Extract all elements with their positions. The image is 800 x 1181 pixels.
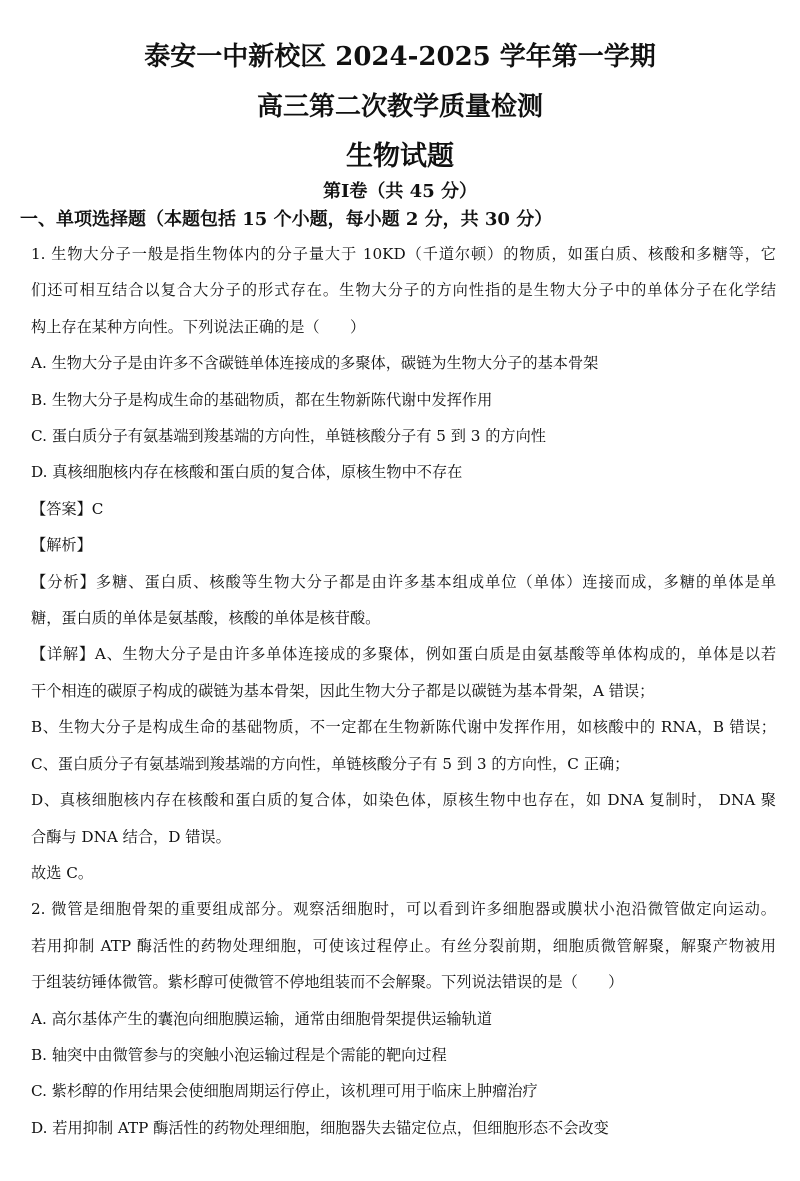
q1-analysis-label: 【解析】 xyxy=(31,536,92,555)
q2-option-d: D. 若用抑制 ATP 酶活性的药物处理细胞，细胞器失去锚定位点，但细胞形态不会改变 xyxy=(31,1118,609,1137)
q1-detail-line: 干个相连的碳原子构成的碳链为基本骨架，因此生物大分子都是以碳链为基本骨架，A 错误； xyxy=(31,681,655,700)
q1-detail-line: 合酶与 DNA 结合，D 错误。 xyxy=(31,827,231,846)
q1-detail-line: C、蛋白质分子有氨基端到羧基端的方向性，单链核酸分子有 5 到 3 的方向性，C 正确； xyxy=(31,754,630,773)
q2-option-a: A. 高尔基体产生的囊泡向细胞膜运输，通常由细胞骨架提供运输轨道 xyxy=(31,1009,493,1028)
q2-stem-line: 2. 微管是细胞骨架的重要组成部分。观察活细胞时，可以看到许多细胞器或膜状小泡沿微管做定向运动。 xyxy=(31,900,776,919)
q2-option-b: B. 轴突中由微管参与的突触小泡运输过程是个需能的靶向过程 xyxy=(31,1045,447,1064)
q2-stem-line: 于组装纺锤体微管。紫杉醇可使微管不停地组装而不会解聚。下列说法错误的是（ ） xyxy=(31,973,624,992)
q1-detail-line: B、生物大分子是构成生命的基础物质，不一定都在生物新陈代谢中发挥作用，如核酸中的 RNA，B 错误； xyxy=(31,718,776,737)
q1-option-a: A. 生物大分子是由许多不含碳链单体连接成的多聚体，碳链为生物大分子的基本骨架 xyxy=(31,354,599,373)
exam-title-grade-test: 高三第二次教学质量检测 xyxy=(256,92,543,122)
question-2 xyxy=(31,891,776,1146)
q1-option-c: C. 蛋白质分子有氨基端到羧基端的方向性，单链核酸分子有 5 到 3 的方向性 xyxy=(31,427,546,446)
q1-stem-line: 构上存在某种方向性。下列说法正确的是（ ） xyxy=(31,317,366,336)
q1-answer: 【答案】C xyxy=(31,499,104,518)
exam-title-subject: 生物试题 xyxy=(346,141,454,172)
fenxi-text: 多糖、蛋白质、核酸等生物大分子都是由许多基本组成单位（单体）连接而成，多糖的单体是单 xyxy=(95,572,777,591)
q1-stem-line: 1. 生物大分子一般是指生物体内的分子量大于 10KD（千道尔顿）的物质，如蛋白质、核酸和多糖等，它 xyxy=(31,245,776,263)
q1-option-b: B. 生物大分子是构成生命的基础物质，都在生物新陈代谢中发挥作用 xyxy=(31,390,493,409)
q1-conclusion: 故选 C。 xyxy=(31,863,94,882)
question-body xyxy=(31,236,776,1146)
question-1 xyxy=(31,236,776,891)
exam-title-school-term: 泰安一中新校区 2024-2025 学年第一学期 xyxy=(144,42,656,72)
q1-fenxi-line: 糖，蛋白质的单体是氨基酸，核酸的单体是核苷酸。 xyxy=(31,609,381,628)
q1-option-d: D. 真核细胞核内存在核酸和蛋白质的复合体，原核生物中不存在 xyxy=(31,463,463,482)
q1-stem-line: 们还可相互结合以复合大分子的形式存在。生物大分子的方向性指的是生物大分子中的单体分子在化学结 xyxy=(31,281,776,300)
volume-heading: 第Ⅰ卷（共 45 分） xyxy=(322,181,477,202)
fenxi-label: 【分析】 xyxy=(31,572,96,591)
q1-detail-line xyxy=(31,636,776,672)
section-heading: 一、单项选择题（本题包括 15 个小题，每小题 2 分，共 30 分） xyxy=(20,209,553,230)
detail-a-text: A、生物大分子是由许多单体连接成的多聚体，例如蛋白质是由氨基酸等单体构成的，单体是以若 xyxy=(94,645,777,664)
q2-option-c: C. 紫杉醇的作用结果会使细胞周期运行停止，该机理可用于临床上肿瘤治疗 xyxy=(31,1082,538,1101)
q1-fenxi-line xyxy=(31,564,776,600)
q1-detail-line: D、真核细胞核内存在核酸和蛋白质的复合体，如染色体，原核生物中也存在，如 DNA 复制时， DNA 聚 xyxy=(31,791,776,810)
xiangjie-label: 【详解】 xyxy=(31,645,95,664)
q2-stem-line: 若用抑制 ATP 酶活性的药物处理细胞，可使该过程停止。有丝分裂前期，细胞质微管解聚，解聚产物被用 xyxy=(31,936,776,955)
